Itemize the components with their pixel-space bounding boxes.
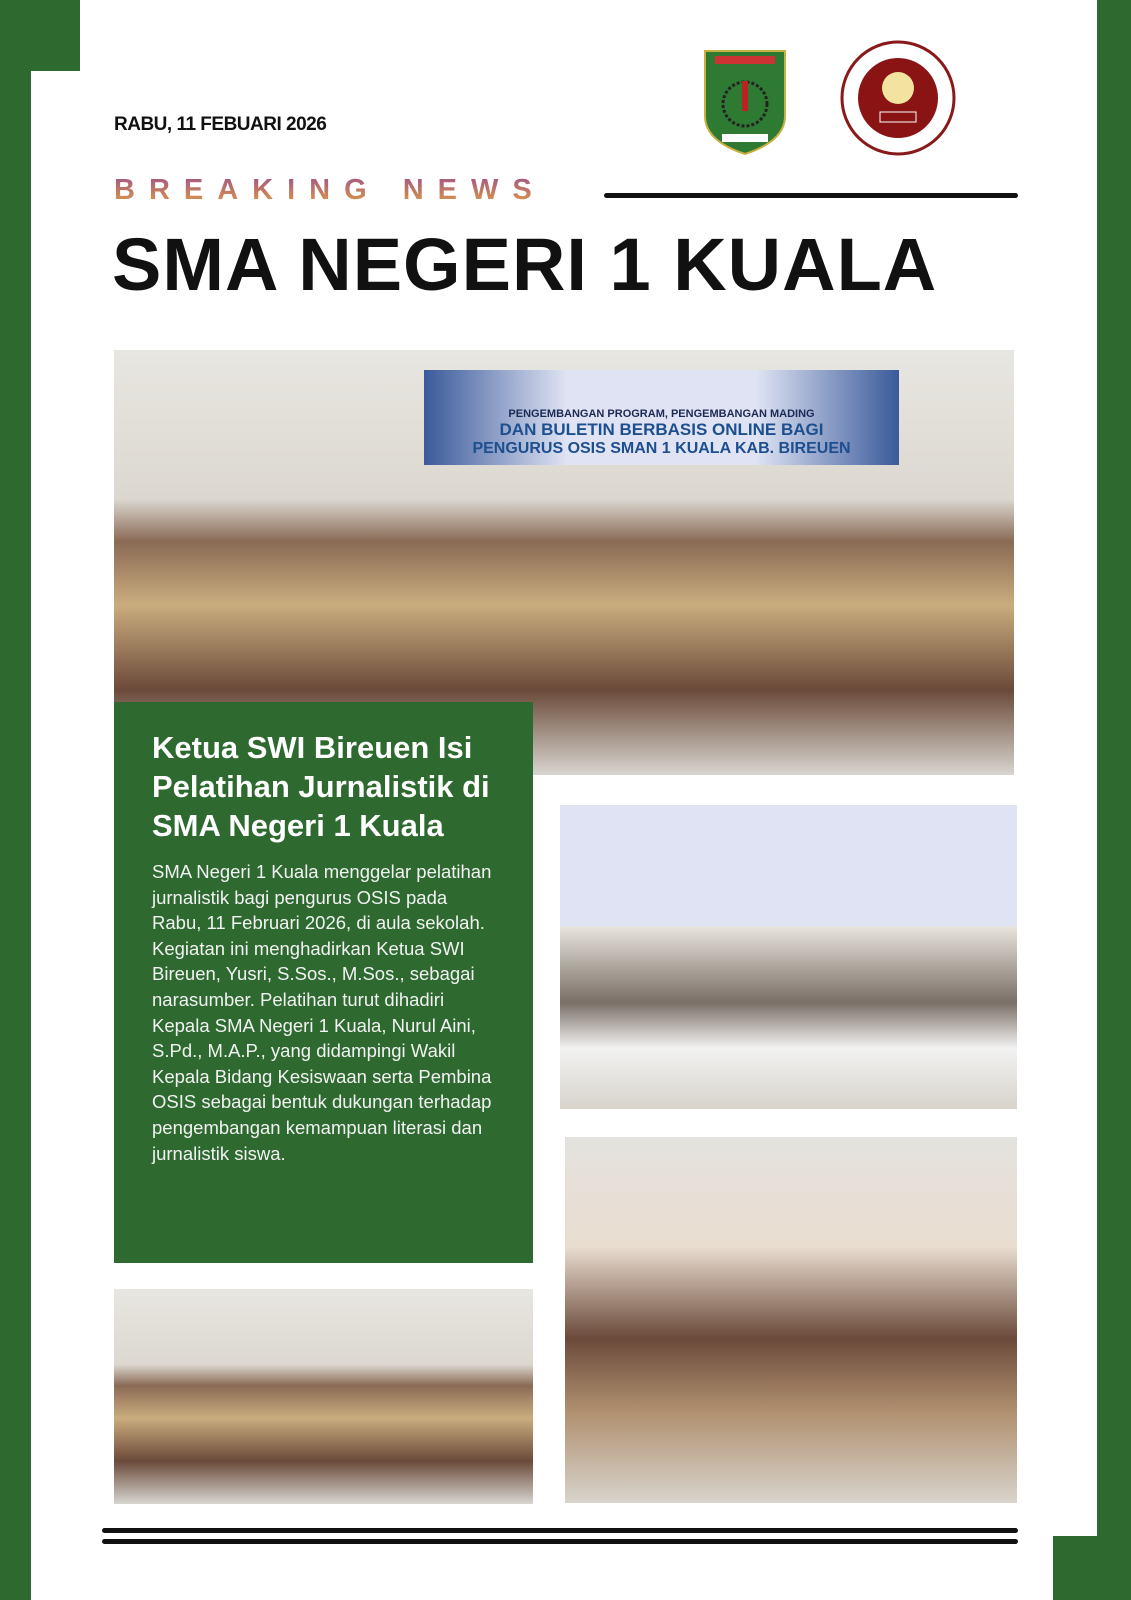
event-banner xyxy=(424,370,899,465)
footer-rule-top xyxy=(102,1528,1018,1533)
banner-line-2: DAN BULETIN BERBASIS ONLINE BAGI xyxy=(499,420,824,439)
bottom-right-corner xyxy=(1053,1536,1131,1600)
breaking-news-kicker: BREAKING NEWS xyxy=(114,174,546,206)
article-body: SMA Negeri 1 Kuala menggelar pelatihan jurnalistik bagi pengurus OSIS pada Rabu, 11 Februari 2026, di aula sekolah. Kegiatan ini menghadirkan Ketua SWI Bireuen, Yusri, S.Sos., M.Sos., sebagai narasumber. Pelatihan turut dihadiri Kepala SMA Negeri 1 Kuala, Nurul Aini, S.Pd., M.A.P., yang didampingi Wakil Kepala Bidang Kesiswaan serta Pembina OSIS sebagai bentuk dukungan terhadap pengembangan kemampuan literasi dan jurnalistik siswa. xyxy=(152,861,492,1164)
group-photo-small xyxy=(114,1289,533,1504)
photo-speaker-table xyxy=(560,805,1017,1109)
kicker-rule xyxy=(604,193,1018,198)
article-headline: Ketua SWI Bireuen Isi Pelatihan Jurnalistik di SMA Negeri 1 Kuala xyxy=(152,730,490,843)
page-title: SMA NEGERI 1 KUALA xyxy=(112,223,938,306)
issue-date: RABU, 11 FEBUARI 2026 xyxy=(114,114,327,135)
article-box xyxy=(114,702,533,1263)
banner-line-1: PENGEMBANGAN PROGRAM, PENGEMBANGAN MADING xyxy=(508,408,815,420)
footer-rule-bottom xyxy=(102,1539,1018,1544)
right-border xyxy=(1097,0,1131,1600)
bireuen-emblem-logo xyxy=(700,46,790,156)
top-left-corner xyxy=(0,0,80,71)
photo-students-seated xyxy=(565,1137,1017,1503)
left-border xyxy=(0,0,31,1600)
osis-emblem-logo xyxy=(840,40,956,156)
banner-line-3: PENGURUS OSIS SMAN 1 KUALA KAB. BIREUEN xyxy=(472,440,851,457)
